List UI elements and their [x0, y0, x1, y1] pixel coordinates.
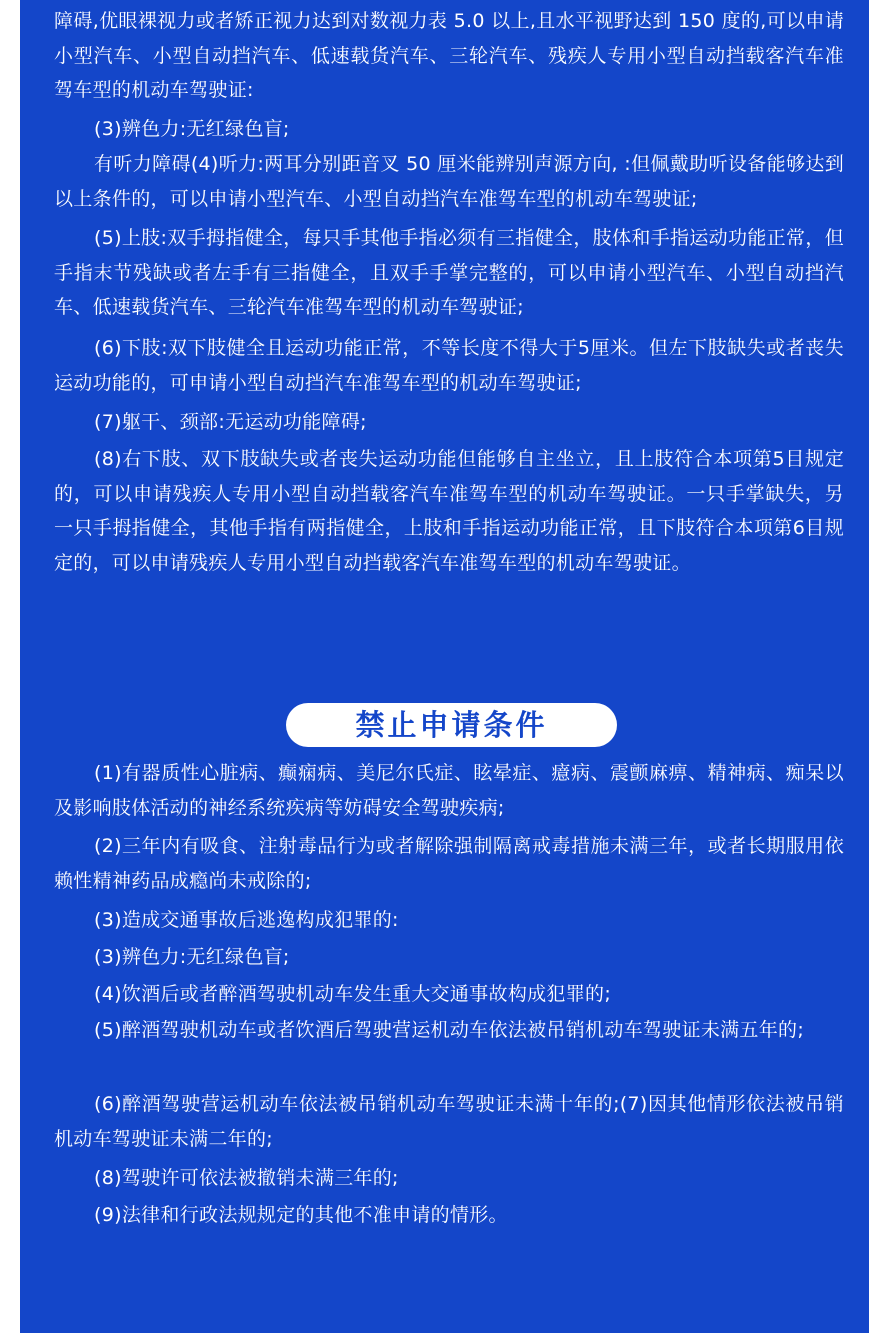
requirement-upper-limb-paragraph: (5)上肢:双手拇指健全，每只手其他手指必须有三指健全，肢体和手指运动功能正常，但手指末节残缺或者左手有三指健全，且双手手掌完整的，可以申请小型汽车、小型自动挡汽车、低速载货汽车、三轮汽车准驾车型的机动车驾驶证;	[54, 227, 844, 318]
requirement-lower-limb-paragraph: (6)下肢:双下肢健全且运动功能正常，不等长度不得大于5厘米。但左下肢缺失或者丧失运动功能的，可申请小型自动挡汽车准驾车型的机动车驾驶证;	[54, 337, 844, 394]
prohibition-item-9: (9)法律和行政法规规定的其他不准申请的情形。	[94, 1204, 508, 1226]
requirement-disability-paragraph: (8)右下肢、双下肢缺失或者丧失运动功能但能够自主坐立，且上肢符合本项第5目规定的，可以申请残疾人专用小型自动挡载客汽车准驾车型的机动车驾驶证。一只手掌缺失，另一只手拇指健全，其他手指有两指健全，上肢和手指运动功能正常，且下肢符合本项第6目规定的，可以申请残疾人专用小型自动挡载客汽车准驾车型的机动车驾驶证。	[54, 448, 844, 574]
prohibition-item-5: (5)醉酒驾驶机动车或者饮酒后驾驶营运机动车依法被吊销机动车驾驶证未满五年的;	[94, 1019, 805, 1041]
prohibition-color-vision: (3)辨色力:无红绿色盲;	[94, 946, 290, 968]
prohibition-item-1: (1)有器质性心脏病、癫痫病、美尼尔氏症、眩晕症、癔病、震颤麻痹、精神病、痴呆以及影响肢体活动的神经系统疾病等妨碍安全驾驶疾病;	[54, 762, 844, 819]
prohibition-item-8: (8)驾驶许可依法被撤销未满三年的;	[94, 1167, 399, 1189]
prohibition-item-6-7: (6)醉酒驾驶营运机动车依法被吊销机动车驾驶证未满十年的;(7)因其他情形依法被吊销机动车驾驶证未满二年的;	[54, 1093, 844, 1150]
requirement-trunk-neck-paragraph: (7)躯干、颈部:无运动功能障碍;	[94, 411, 367, 433]
prohibition-item-4: (4)饮酒后或者醉酒驾驶机动车发生重大交通事故构成犯罪的;	[94, 983, 612, 1005]
section-title-badge	[286, 703, 617, 747]
prohibition-item-3: (3)造成交通事故后逃逸构成犯罪的:	[94, 909, 399, 931]
requirement-vision-paragraph: 障碍,优眼裸视力或者矫正视力达到对数视力表 5.0 以上,且水平视野达到 150 度的,可以申请小型汽车、小型自动挡汽车、低速载货汽车、三轮汽车、残疾人专用小型自动挡载客汽车准驾车型的机动车驾驶证:	[54, 10, 844, 101]
section-title: 禁止申请条件	[355, 708, 548, 742]
requirement-color-vision-paragraph: (3)辨色力:无红绿色盲;	[94, 118, 290, 140]
prohibition-item-2: (2)三年内有吸食、注射毒品行为或者解除强制隔离戒毒措施未满三年，或者长期服用依赖性精神药品成瘾尚未戒除的;	[54, 835, 844, 892]
requirement-hearing-paragraph: 有听力障碍(4)听力:两耳分别距音叉 50 厘米能辨别声源方向, :但佩戴助听设备能够达到以上条件的，可以申请小型汽车、小型自动挡汽车准驾车型的机动车驾驶证;	[54, 153, 844, 210]
